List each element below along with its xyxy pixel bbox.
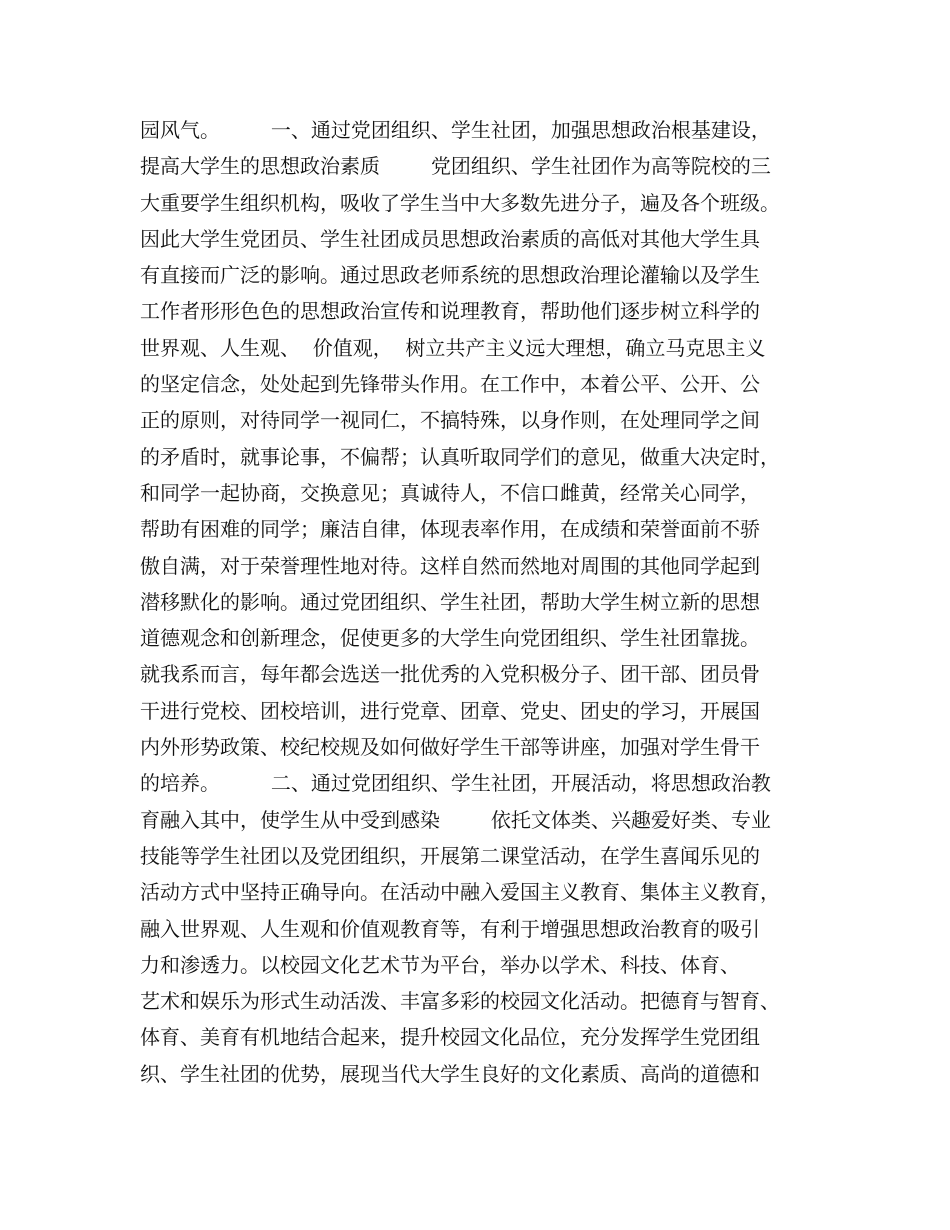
- text-line: 内外形势政策、校纪校规及如何做好学生干部等讲座，加强对学生骨干: [140, 735, 760, 760]
- text-line: 的矛盾时，就事论事，不偏帮；认真听取同学们的意见，做重大决定时，: [140, 444, 780, 469]
- text-line: 大重要学生组织机构，吸收了学生当中大多数先进分子，遍及各个班级。: [140, 190, 780, 215]
- text-line: 的培养。 二、通过党团组织、学生社团，开展活动，将思想政治教: [140, 771, 771, 796]
- text-line: 傲自满，对于荣誉理性地对待。这样自然而然地对周围的其他同学起到: [140, 553, 760, 578]
- text-line: 干进行党校、团校培训，进行党章、团章、党史、团史的学习，开展国: [140, 698, 760, 723]
- text-line: 技能等学生社团以及党团组织，开展第二课堂活动，在学生喜闻乐见的: [140, 843, 760, 868]
- text-line: 织、学生社团的优势，展现当代大学生良好的文化素质、高尚的道德和: [140, 1061, 760, 1086]
- text-line: 因此大学生党团员、学生社团成员思想政治素质的高低对其他大学生具: [140, 226, 760, 251]
- text-line: 工作者形形色色的思想政治宣传和说理教育，帮助他们逐步树立科学的: [140, 299, 760, 324]
- text-line: 道德观念和创新理念，促使更多的大学生向党团组织、学生社团靠拢。: [140, 626, 760, 651]
- text-line: 体育、美育有机地结合起来，提升校园文化品位，充分发挥学生党团组: [140, 1025, 760, 1050]
- text-line: 世界观、人生观、 价值观， 树立共产主义远大理想，确立马克思主义: [140, 335, 766, 360]
- text-line: 有直接而广泛的影响。通过思政老师系统的思想政治理论灌输以及学生: [140, 263, 760, 288]
- text-line: 的坚定信念，处处起到先锋带头作用。在工作中，本着公平、公开、公: [140, 372, 760, 397]
- text-line: 育融入其中，使学生从中受到感染 依托文体类、兴趣爱好类、专业: [140, 807, 771, 832]
- text-line: 和同学一起协商，交换意见；真诚待人，不信口雌黄，经常关心同学，: [140, 480, 760, 505]
- text-line: 潜移默化的影响。通过党团组织、学生社团，帮助大学生树立新的思想: [140, 589, 760, 614]
- text-line: 力和渗透力。以校园文化艺术节为平台，举办以学术、科技、体育、: [140, 952, 740, 977]
- text-line: 就我系而言，每年都会选送一批优秀的入党积极分子、团干部、团员骨: [140, 662, 760, 687]
- text-line: 园风气。 一、通过党团组织、学生社团，加强思想政治根基建设，: [140, 118, 771, 142]
- text-line: 艺术和娱乐为形式生动活泼、丰富多彩的校园文化活动。把德育与智育、: [140, 989, 780, 1014]
- body-text: [140, 112, 840, 1092]
- text-line: 活动方式中坚持正确导向。在活动中融入爱国主义教育、集体主义教育，: [140, 880, 780, 905]
- text-line: 帮助有困难的同学；廉洁自律，体现表率作用，在成绩和荣誉面前不骄: [140, 517, 760, 542]
- text-line: 融入世界观、人生观和价值观教育等，有利于增强思想政治教育的吸引: [140, 916, 760, 941]
- text-line: 正的原则，对待同学一视同仁，不搞特殊，以身作则，在处理同学之间: [140, 408, 760, 433]
- text-line: 提高大学生的思想政治素质 党团组织、学生社团作为高等院校的三: [140, 154, 771, 179]
